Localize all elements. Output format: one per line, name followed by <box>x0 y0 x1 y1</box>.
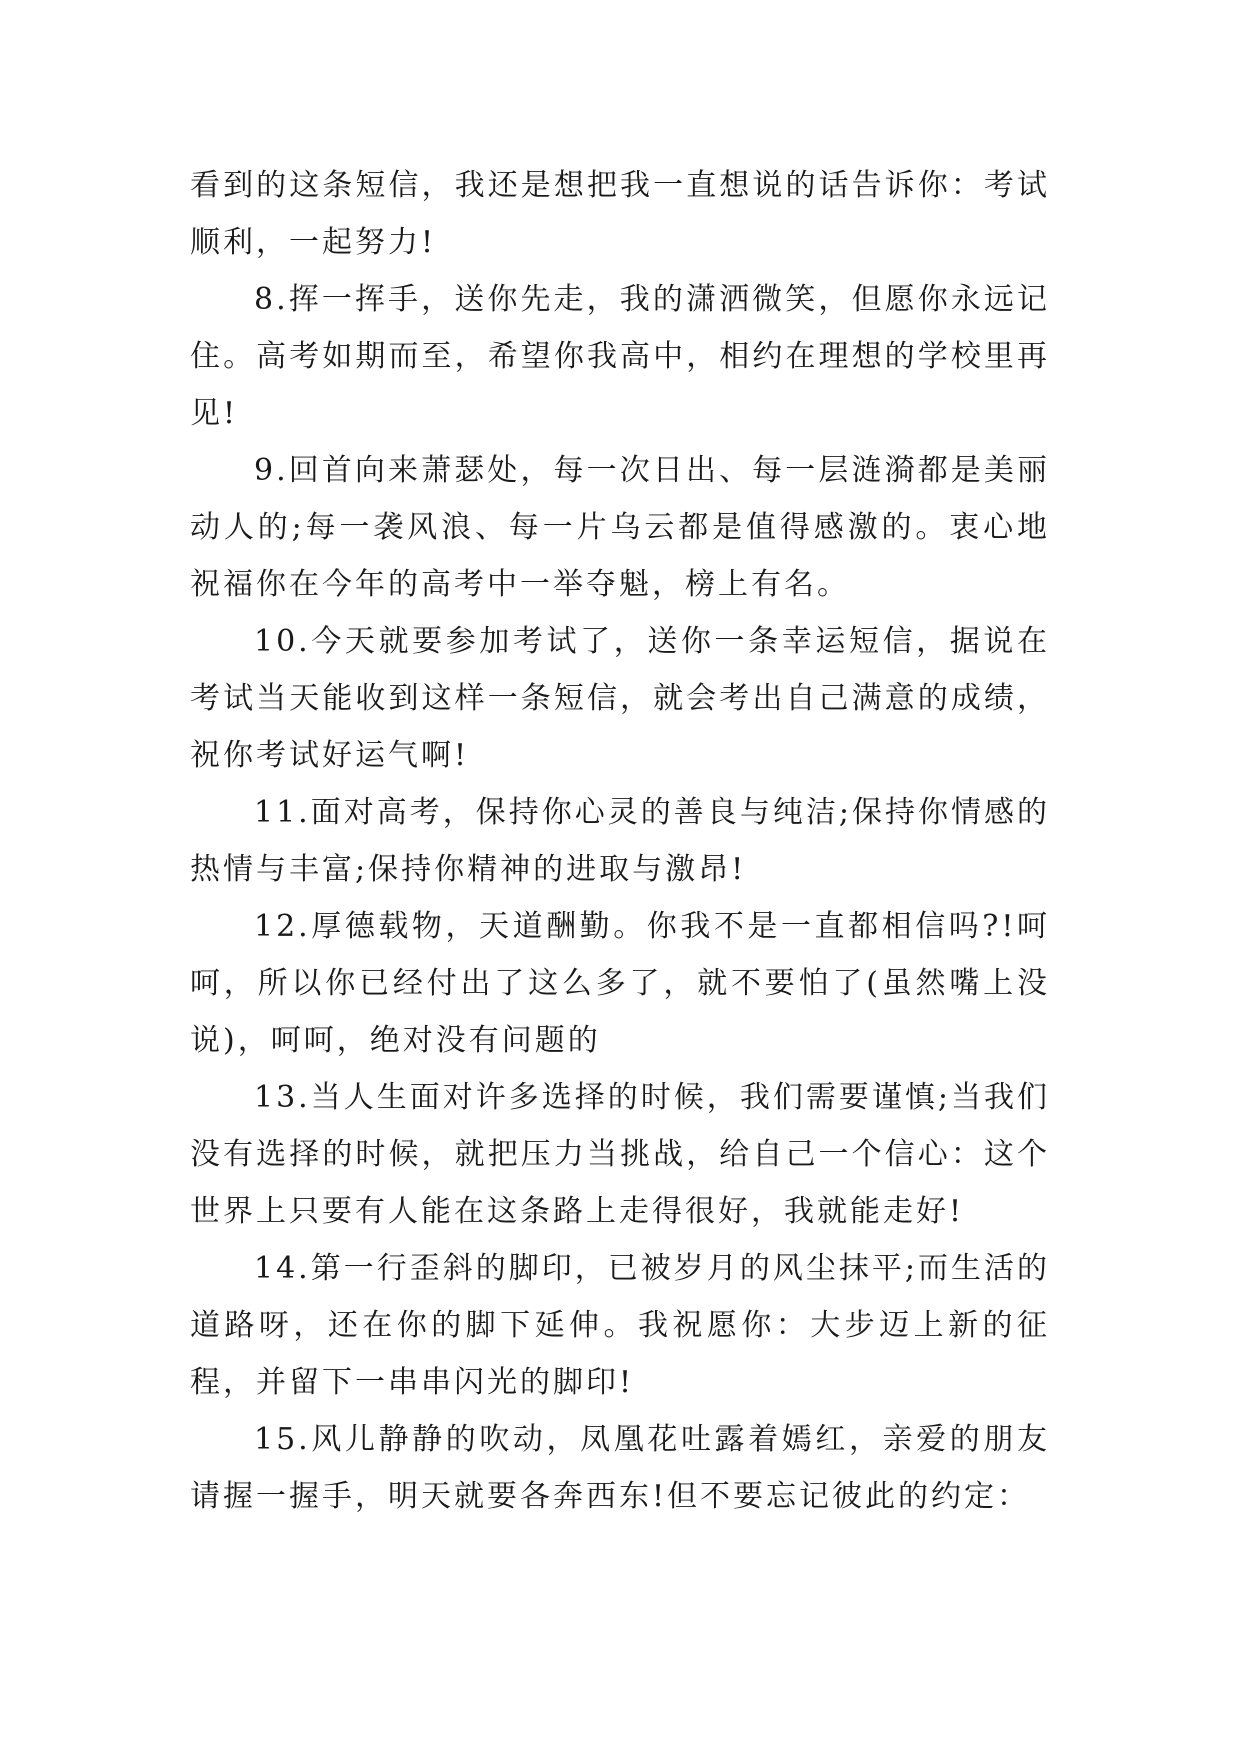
paragraph-14: 14.第一行歪斜的脚印，已被岁月的风尘抹平;而生活的道路呀，还在你的脚下延伸。我祝愿你：大步迈上新的征程，并留下一串串闪光的脚印! <box>190 1251 1050 1400</box>
paragraph-8: 8.挥一挥手，送你先走，我的潇洒微笑，但愿你永远记住。高考如期而至，希望你我高中，相约在理想的学校里再见! <box>190 282 1050 431</box>
paragraph-13: 13.当人生面对许多选择的时候，我们需要谨慎;当我们没有选择的时候，就把压力当挑战，给自己一个信心：这个世界上只要有人能在这条路上走得很好，我就能走好! <box>190 1080 1050 1229</box>
document-body <box>190 157 1050 1525</box>
paragraph-10: 10.今天就要参加考试了，送你一条幸运短信，据说在考试当天能收到这样一条短信，就会考出自己满意的成绩，祝你考试好运气啊! <box>190 624 1050 773</box>
paragraph-12: 12.厚德载物，天道酬勤。你我不是一直都相信吗?!呵呵，所以你已经付出了这么多了，就不要怕了(虽然嘴上没说)，呵呵，绝对没有问题的 <box>190 909 1050 1058</box>
paragraph-11: 11.面对高考，保持你心灵的善良与纯洁;保持你情感的热情与丰富;保持你精神的进取与激昂! <box>190 795 1050 887</box>
paragraph-15: 15.风儿静静的吹动，凤凰花吐露着嫣红，亲爱的朋友请握一握手，明天就要各奔西东!但不要忘记彼此的约定： <box>190 1422 1050 1514</box>
paragraph-continuation: 看到的这条短信，我还是想把我一直想说的话告诉你：考试顺利，一起努力! <box>190 168 1050 260</box>
paragraph-9: 9.回首向来萧瑟处，每一次日出、每一层涟漪都是美丽动人的;每一袭风浪、每一片乌云都是值得感激的。衷心地祝福你在今年的高考中一举夺魁，榜上有名。 <box>190 453 1050 602</box>
